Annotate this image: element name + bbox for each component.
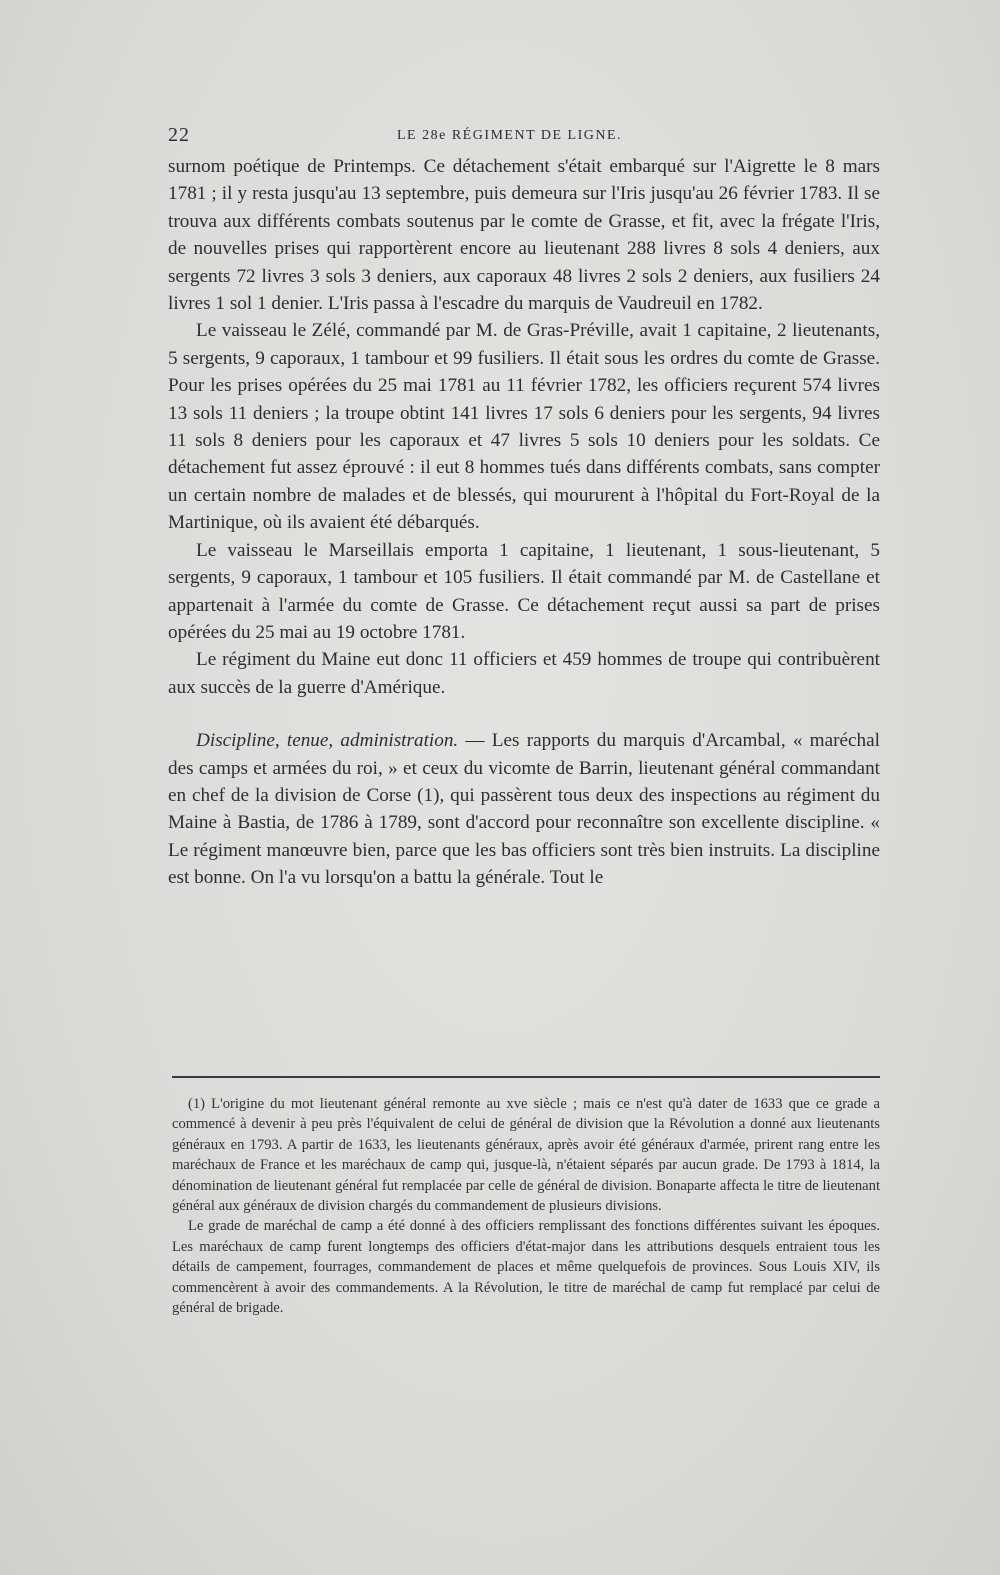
section-text: — Les rapports du marquis d'Arcambal, « maréchal des camps et armées du roi, » et ceux du vicomte de Barrin, lieutenant général commandant en chef de la division de Corse (1), qui passèrent tous deux des inspections au régiment du Maine à Bastia, de 1786 à 1789, sont d'accord pour reconnaître son excellente discipline. « Le régiment manœuvre bien, parce que les bas officiers sont très bien instruits. La discipline est bonne. On l'a vu lorsqu'on a battu la générale. Tout le [168,730,880,889]
paragraph-zele: Le vaisseau le Zélé, commandé par M. de Gras-Préville, avait 1 capitaine, 2 lieutenants, 5 sergents, 9 caporaux, 1 tambour et 99 fusiliers. Il était sous les ordres du comte de Grasse. Pour les prises opérées du 25 mai 1781 au 11 février 1782, les officiers reçurent 574 livres 13 sols 11 deniers ; la troupe obtint 141 livres 17 sols 6 deniers pour les sergents, 94 livres 11 sols 8 deniers pour les caporaux et 47 livres 5 sols 10 deniers pour les soldats. Ce détachement fut assez éprouvé : il eut 8 hommes tués dans différents combats, sans compter un certain nombre de malades et de blessés, qui moururent à l'hôpital du Fort-Royal de la Martinique, où ils avaient été débarqués. [168,320,880,534]
main-text [168,153,880,892]
page-header [168,124,880,148]
page-number: 22 [168,124,190,146]
paragraph-total: Le régiment du Maine eut donc 11 officiers et 459 hommes de troupe qui contribuèrent aux succès de la guerre d'Amérique. [168,649,880,698]
paragraph-marseillais: Le vaisseau le Marseillais emporta 1 capitaine, 1 lieutenant, 1 sous-lieutenant, 5 sergents, 9 caporaux, 1 tambour et 105 fusiliers. Il était commandé par M. de Castellane et appartenait à l'armée du comte de Grasse. Ce détachement reçut aussi sa part de prises opérées du 25 mai au 19 octobre 1781. [168,539,880,643]
footnote-separator [172,1076,880,1078]
paragraph-discipline [168,727,880,891]
footnotes [172,1094,880,1318]
running-head: LE 28e RÉGIMENT DE LIGNE. [397,128,623,143]
footnote-1-continued: Le grade de maréchal de camp a été donné à des officiers remplissant des fonctions différentes suivant les époques. Les maréchaux de camp furent longtemps des officiers d'état-major dans les attributions desquels entraient tous les détails de campement, fourrages, commandement de places et même quelquefois de provinces. Sous Louis XIV, ils commencèrent à avoir des commandements. A la Révolution, le titre de maréchal de camp fut remplacé par celui de général de brigade. [172,1218,880,1317]
footnote-1: (1) L'origine du mot lieutenant général remonte au xve siècle ; mais ce n'est qu'à dater de 1633 que ce grade a commencé à devenir à peu près l'équivalent de celui de général de division que la Révolution a donné aux lieutenants généraux en 1793. A partir de 1633, les lieutenants généraux, après avoir été généraux d'armée, prirent rang entre les maréchaux de France et les maréchaux de camp qui, jusque-là, n'étaient séparés par aucun grade. De 1793 à 1814, la dénomination de lieutenant général fut remplacée par celle de général de division. Bonaparte affecta le titre de lieutenant général aux généraux de division chargés du commandement de plusieurs divisions. [172,1096,880,1215]
paragraph-aigrette: surnom poétique de Printemps. Ce détachement s'était embarqué sur l'Aigrette le 8 mars 1781 ; il y resta jusqu'au 13 septembre, puis demeura sur l'Iris jusqu'au 26 février 1783. Il se trouva aux différents combats soutenus par le comte de Grasse, et fit, avec la frégate l'Iris, de nouvelles prises qui rapportèrent encore au lieutenant 288 livres 8 sols 4 deniers, aux sergents 72 livres 3 sols 3 deniers, aux caporaux 48 livres 2 sols 2 deniers, aux fusiliers 24 livres 1 sol 1 denier. L'Iris passa à l'escadre du marquis de Vaudreuil en 1782. [168,156,880,315]
section-heading: Discipline, tenue, administration. [196,730,459,752]
